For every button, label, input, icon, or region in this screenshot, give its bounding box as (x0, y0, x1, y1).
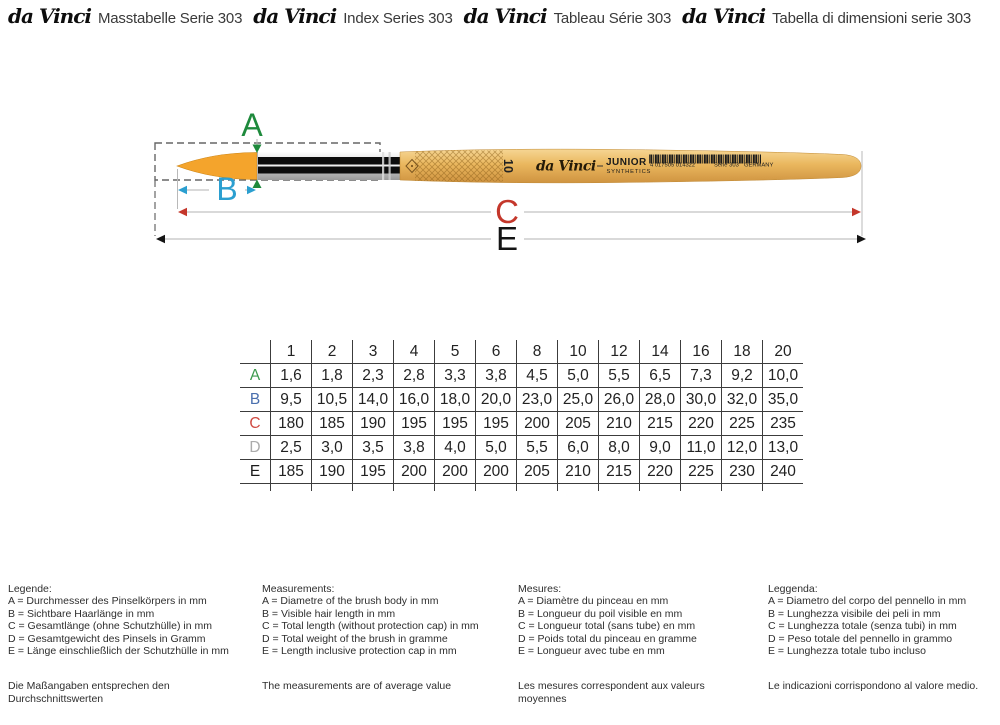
tick-cell (517, 484, 558, 492)
header-segment (682, 4, 971, 28)
size-column-header: 3 (353, 340, 394, 364)
value-cell: 5,0 (476, 436, 517, 460)
table-edge-ticks (240, 484, 803, 492)
size-column-header: 16 (681, 340, 722, 364)
legend-footer-line: Die Maßangaben entsprechen den (8, 680, 170, 693)
table-row (240, 460, 803, 484)
value-cell: 2,3 (353, 364, 394, 388)
brush-handle (400, 149, 861, 183)
header-title: Tableau Série 303 (553, 10, 672, 27)
brush-dimension-diagram (0, 95, 1000, 260)
value-cell: 35,0 (763, 388, 804, 412)
tick-cell (763, 484, 804, 492)
size-column-header: 8 (517, 340, 558, 364)
value-cell: 9,5 (271, 388, 312, 412)
size-table-head (240, 340, 803, 364)
header (8, 4, 998, 28)
value-cell: 225 (722, 412, 763, 436)
arrow-left-icon (178, 208, 187, 216)
value-cell: 13,0 (763, 436, 804, 460)
tick-cell (599, 484, 640, 492)
legend-line: D = Total weight of the brush in gramme (262, 632, 448, 645)
value-cell: 8,0 (599, 436, 640, 460)
value-cell: 2,5 (271, 436, 312, 460)
legend-line: B = Longueur du poil visible en mm (518, 607, 683, 620)
corner-cell (240, 340, 271, 364)
legends (0, 583, 1000, 713)
handle-size-number: 10 (501, 159, 515, 173)
size-column-header: 2 (312, 340, 353, 364)
value-cell: 9,0 (640, 436, 681, 460)
value-cell: 9,2 (722, 364, 763, 388)
table-row (240, 436, 803, 460)
value-cell: 2,8 (394, 364, 435, 388)
legend-line: E = Longueur avec tube en mm (518, 645, 665, 658)
value-cell: 3,8 (476, 364, 517, 388)
value-cell: 3,0 (312, 436, 353, 460)
legend-line: A = Durchmesser des Pinselkörpers in mm (8, 595, 207, 608)
legend-column (768, 583, 1000, 693)
value-cell: 210 (599, 412, 640, 436)
legend-footer-line: moyennes (518, 692, 567, 705)
value-cell: 185 (271, 460, 312, 484)
brand-logo: da Vinci (253, 4, 337, 28)
value-cell: 1,8 (312, 364, 353, 388)
tick-cell (312, 484, 353, 492)
header-segment (8, 4, 242, 28)
row-label: D (240, 436, 271, 460)
value-cell: 30,0 (681, 388, 722, 412)
row-label: B (240, 388, 271, 412)
legend-line: C = Total length (without protection cap) in mm (262, 620, 479, 633)
value-cell: 23,0 (517, 388, 558, 412)
legend-title: Leggenda: (768, 583, 818, 595)
legend-line: E = Länge einschließlich der Schutzhülle in mm (8, 645, 229, 658)
legend-line: C = Lunghezza totale (senza tubi) in mm (768, 620, 957, 633)
legend-footer (518, 680, 763, 705)
value-cell: 195 (394, 412, 435, 436)
dimension-c-label: C (495, 193, 519, 230)
tick-cell (435, 484, 476, 492)
legend-line: D = Peso totale del pennello in grammo (768, 632, 953, 645)
table-row (240, 388, 803, 412)
tick-cell (271, 484, 312, 492)
value-cell: 12,0 (722, 436, 763, 460)
value-cell: 240 (763, 460, 804, 484)
value-cell: 190 (312, 460, 353, 484)
arrow-right-icon (852, 208, 861, 216)
legend-line: A = Diametro del corpo del pennello in mm (768, 595, 967, 608)
size-column-header: 1 (271, 340, 312, 364)
value-cell: 3,5 (353, 436, 394, 460)
legend-column (8, 583, 253, 705)
header-segment (464, 4, 672, 28)
legend-line: C = Gesamtlänge (ohne Schutzhülle) in mm (8, 620, 212, 633)
legend-footer-line: Durchschnittswerten (8, 692, 104, 705)
brush-ferrule (257, 152, 400, 180)
series-label: Serie 303 (714, 162, 739, 169)
size-column-header: 14 (640, 340, 681, 364)
value-cell: 230 (722, 460, 763, 484)
value-cell: 6,5 (640, 364, 681, 388)
legend-line: B = Visible hair length in mm (262, 607, 396, 620)
tick-cell (476, 484, 517, 492)
value-cell: 205 (517, 460, 558, 484)
brand-logo: da Vinci (8, 4, 91, 28)
value-cell: 200 (435, 460, 476, 484)
legend-title: Mesures: (518, 583, 562, 595)
header-segment (253, 4, 452, 28)
dimension-c (178, 193, 861, 230)
tick-cell (640, 484, 681, 492)
dimension-b-label: B (216, 171, 238, 207)
value-cell: 7,3 (681, 364, 722, 388)
brand-logo: da Vinci (682, 4, 766, 28)
value-cell: 18,0 (435, 388, 476, 412)
handle-knurl-texture (415, 151, 503, 182)
legend-footer-line: Le indicazioni corrispondono al valore medio. (768, 680, 979, 693)
value-cell: 195 (353, 460, 394, 484)
barcode-number: 4 017505 014322 (650, 162, 696, 169)
arrow-down-icon (253, 145, 262, 154)
handle-range-name: JUNIOR (606, 157, 647, 168)
value-cell: 215 (640, 412, 681, 436)
size-column-header: 10 (558, 340, 599, 364)
value-cell: 10,5 (312, 388, 353, 412)
value-cell: 5,5 (517, 436, 558, 460)
value-cell: 200 (476, 460, 517, 484)
size-column-header: 18 (722, 340, 763, 364)
arrow-up-icon (253, 180, 262, 189)
table-header-row (240, 340, 803, 364)
value-cell: 225 (681, 460, 722, 484)
ferrule-crimp-ring (382, 152, 384, 180)
value-cell: 185 (312, 412, 353, 436)
handle-range-sub: SYNTHETICS (606, 169, 652, 175)
value-cell: 210 (558, 460, 599, 484)
value-cell: 14,0 (353, 388, 394, 412)
origin-label: GERMANY (744, 162, 774, 169)
value-cell: 3,3 (435, 364, 476, 388)
value-cell: 25,0 (558, 388, 599, 412)
legend-title: Legende: (8, 583, 52, 595)
size-column-header: 4 (394, 340, 435, 364)
legend-line: C = Longueur total (sans tube) en mm (518, 620, 696, 633)
size-column-header: 6 (476, 340, 517, 364)
legend-footer (8, 680, 253, 705)
legend-column (518, 583, 763, 705)
tick-cell (240, 484, 271, 492)
legend-footer (768, 680, 1000, 692)
value-cell: 5,0 (558, 364, 599, 388)
legend-footer-line: Les mesures correspondent aux valeurs (518, 680, 705, 693)
table-row (240, 364, 803, 388)
row-label: E (240, 460, 271, 484)
value-cell: 180 (271, 412, 312, 436)
arrow-right-icon (857, 235, 866, 243)
size-table (240, 340, 803, 491)
handle-brand-text: da Vinci (536, 158, 596, 175)
header-title: Index Series 303 (343, 10, 453, 27)
row-label: C (240, 412, 271, 436)
value-cell: 11,0 (681, 436, 722, 460)
dimension-e-label: E (495, 220, 519, 257)
value-cell: 20,0 (476, 388, 517, 412)
size-column-header: 12 (599, 340, 640, 364)
legend-column (262, 583, 507, 693)
value-cell: 16,0 (394, 388, 435, 412)
legend-line: D = Gesamtgewicht des Pinsels in Gramm (8, 632, 206, 645)
value-cell: 6,0 (558, 436, 599, 460)
legend-line: A = Diametre of the brush body in mm (262, 595, 439, 608)
value-cell: 10,0 (763, 364, 804, 388)
size-table-body (240, 364, 803, 492)
value-cell: 205 (558, 412, 599, 436)
table-row (240, 412, 803, 436)
value-cell: 32,0 (722, 388, 763, 412)
value-cell: 195 (435, 412, 476, 436)
dimension-e (156, 220, 866, 257)
legend-line: A = Diamètre du pinceau en mm (518, 595, 669, 608)
legend-line: E = Length inclusive protection cap in mm (262, 645, 457, 658)
value-cell: 195 (476, 412, 517, 436)
legend-footer (262, 680, 507, 692)
value-cell: 5,5 (599, 364, 640, 388)
value-cell: 220 (681, 412, 722, 436)
ferrule-crimp-ring (389, 152, 391, 180)
value-cell: 235 (763, 412, 804, 436)
tick-cell (722, 484, 763, 492)
value-cell: 1,6 (271, 364, 312, 388)
maker-stamp-dot (411, 165, 413, 167)
brand-logo: da Vinci (463, 4, 547, 28)
size-column-header: 5 (435, 340, 476, 364)
header-title: Masstabelle Serie 303 (98, 10, 243, 27)
value-cell: 200 (517, 412, 558, 436)
value-cell: 220 (640, 460, 681, 484)
legend-line: D = Poids total du pinceau en gramme (518, 632, 697, 645)
arrow-left-icon (156, 235, 165, 243)
legend-title: Measurements: (262, 583, 335, 595)
value-cell: 28,0 (640, 388, 681, 412)
value-cell: 200 (394, 460, 435, 484)
value-cell: 26,0 (599, 388, 640, 412)
row-label: A (240, 364, 271, 388)
legend-line: B = Lunghezza visibile dei peli in mm (768, 607, 941, 620)
tick-cell (353, 484, 394, 492)
legend-line: E = Lunghezza totale tubo incluso (768, 645, 926, 658)
header-title: Tabella di dimensioni serie 303 (772, 10, 972, 27)
legend-footer-line: The measurements are of average value (262, 680, 452, 693)
value-cell: 4,0 (435, 436, 476, 460)
arrow-left-icon (178, 186, 187, 194)
value-cell: 4,5 (517, 364, 558, 388)
tick-cell (394, 484, 435, 492)
tick-cell (681, 484, 722, 492)
value-cell: 190 (353, 412, 394, 436)
size-column-header: 20 (763, 340, 804, 364)
value-cell: 215 (599, 460, 640, 484)
value-cell: 3,8 (394, 436, 435, 460)
legend-line: B = Sichtbare Haarlänge in mm (8, 607, 155, 620)
dimension-a-label: A (241, 107, 263, 143)
tick-cell (558, 484, 599, 492)
